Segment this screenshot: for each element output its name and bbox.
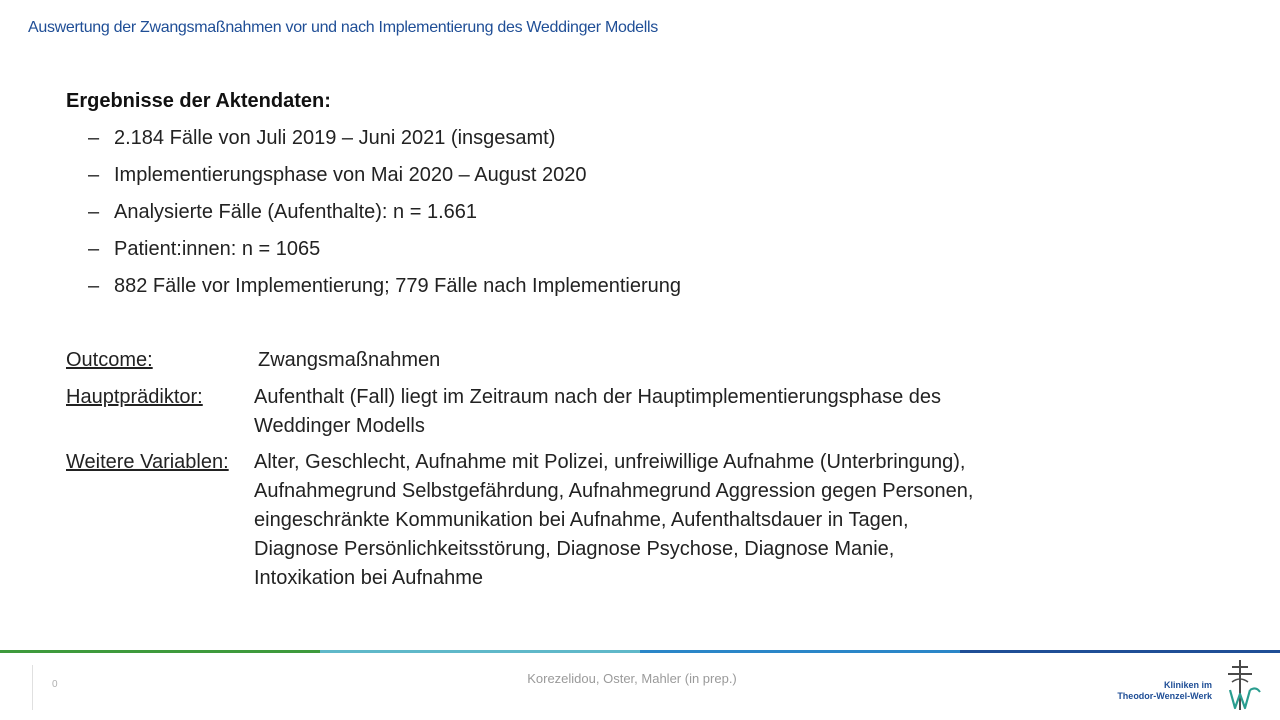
bullet-item	[88, 235, 681, 272]
logo-text-line: Theodor-Wenzel-Werk	[1117, 691, 1212, 701]
definition-label: Outcome:	[66, 349, 153, 371]
slide-title: Auswertung der Zwangsmaßnahmen vor und nach Implementierung des Weddinger Modells	[28, 19, 658, 36]
dash-marker: –	[88, 127, 100, 149]
bullet-item	[88, 124, 681, 161]
bullet-item	[88, 198, 681, 235]
definition-further-variables	[66, 448, 978, 593]
bullet-text: Implementierungsphase von Mai 2020 – August 2020	[114, 164, 587, 186]
definition-value: Alter, Geschlecht, Aufnahme mit Polizei, unfreiwillige Aufnahme (Unterbringung), Aufnahmegrund Selbstgefährdung, Aufnahmegrund Aggression gegen Personen, eingeschränkte Kommunikation bei Aufnahme, Aufenthaltsdauer in Tagen, Diagnose Persönlichkeitsstörung, Diagnose Psychose, Diagnose Manie, Intoxikation bei Aufnahme	[254, 451, 974, 589]
footer-color-stripe	[0, 650, 1280, 653]
results-bullet-list	[88, 124, 681, 309]
definition-main-predictor	[66, 383, 978, 448]
logo-wordmark	[1117, 680, 1212, 702]
definition-label: Weitere Variablen:	[66, 451, 229, 473]
definition-label: Hauptprädiktor:	[66, 386, 203, 408]
stripe-segment	[640, 650, 960, 653]
dash-marker: –	[88, 275, 100, 297]
definition-value: Zwangsmaßnahmen	[258, 349, 441, 371]
bullet-text: Patient:innen: n = 1065	[114, 238, 321, 260]
stripe-segment	[0, 650, 320, 653]
bullet-text: 2.184 Fälle von Juli 2019 – Juni 2021 (insgesamt)	[114, 127, 556, 149]
bullet-item	[88, 161, 681, 198]
bullet-text: 882 Fälle vor Implementierung; 779 Fälle nach Implementierung	[114, 275, 681, 297]
definition-outcome	[66, 346, 978, 383]
bullet-item	[88, 272, 681, 309]
stripe-segment	[960, 650, 1280, 653]
page-number: 0	[52, 679, 58, 690]
section-heading: Ergebnisse der Aktendaten:	[66, 90, 331, 112]
dash-marker: –	[88, 164, 100, 186]
definition-value: Aufenthalt (Fall) liegt im Zeitraum nach der Hauptimplementierungsphase des Weddinger Modells	[254, 386, 942, 437]
dash-marker: –	[88, 238, 100, 260]
cross-wave-logo-icon	[1226, 658, 1266, 714]
bullet-text: Analysierte Fälle (Aufenthalte): n = 1.661	[114, 201, 477, 223]
variable-definitions	[66, 346, 978, 593]
organization-logo	[1117, 658, 1272, 714]
dash-marker: –	[88, 201, 100, 223]
stripe-segment	[320, 650, 640, 653]
footer-citation: Korezelidou, Oster, Mahler (in prep.)	[527, 671, 737, 686]
logo-text-line: Kliniken im	[1163, 680, 1212, 690]
